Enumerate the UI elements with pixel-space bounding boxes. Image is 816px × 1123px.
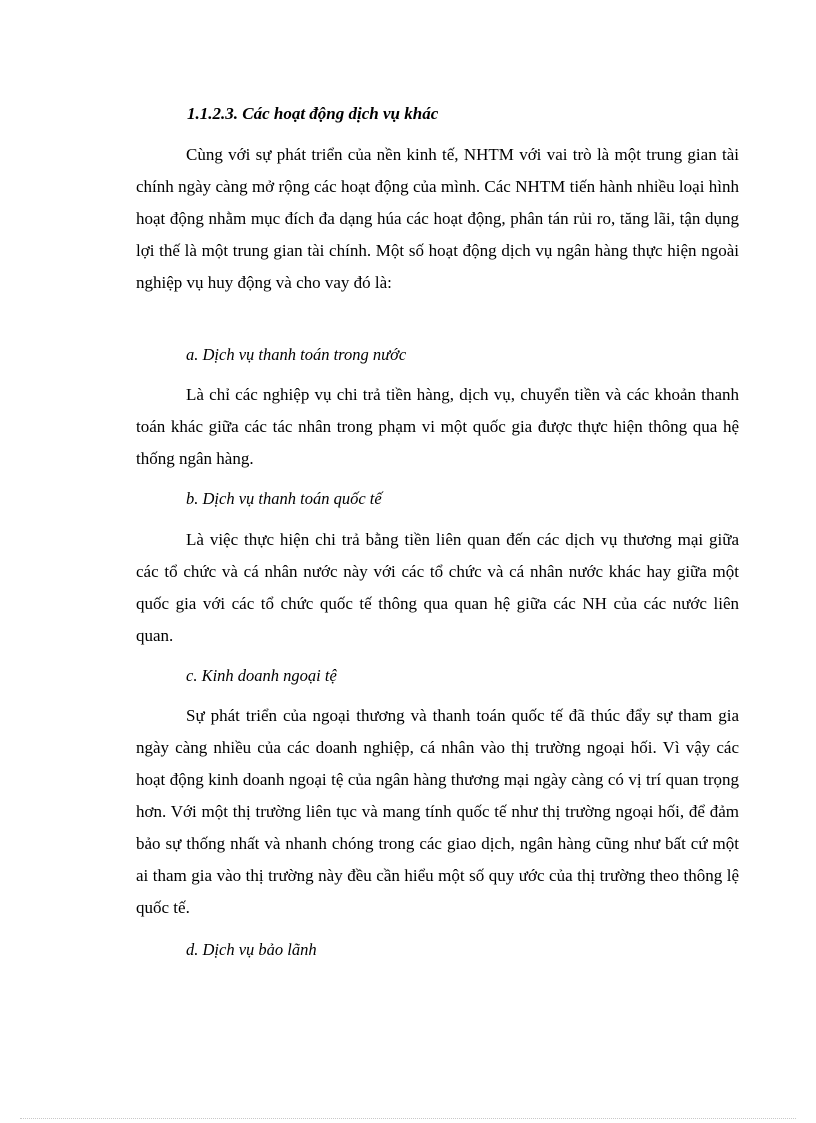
subsection-title-c: c. Kinh doanh ngoại tệ [186,666,337,685]
subsection-title-a: a. Dịch vụ thanh toán trong nước [186,345,407,364]
subsection-body-c: Sự phát triển của ngoại thương và thanh toán quốc tế đã thúc đẩy sự tham gia ngày càng nhiều của các doanh nghiệp, cá nhân vào thị trường ngoại hối. Vì vậy các hoạt động kinh doanh ngoại tệ của ngân hàng thương mại ngày càng có vị trí quan trọng hơn. Với một thị trường liên tục và mang tính quốc tế như thị trường ngoại hối, để đảm bảo sự thống nhất và nhanh chóng trong các giao dịch, ngân hàng cũng như bất cứ một ai tham gia vào thị trường này đều cần hiểu một số quy ước của thị trường theo thông lệ quốc tế. [136,706,739,917]
subsection-body-b: Là việc thực hiện chi trả bằng tiền liên quan đến các dịch vụ thương mại giữa các tổ chức và cá nhân nước này với các tổ chức và cá nhân nước khác hay giữa một quốc gia với các tổ chức quốc tế thông qua quan hệ giữa các NH của các nước liên quan. [136,530,739,645]
intro-paragraph: Cùng với sự phát triển của nền kinh tế, NHTM với vai trò là một trung gian tài chính ngày càng mở rộng các hoạt động của mình. Các NHTM tiến hành nhiều loại hình hoạt động nhằm mục đích đa dạng húa các hoạt động, phân tán rủi ro, tăng lãi, tận dụng lợi thế là một trung gian tài chính. Một số hoạt động dịch vụ ngân hàng thực hiện ngoài nghiệp vụ huy động và cho vay đó là: [136,145,739,292]
subsection-title-d: d. Dịch vụ bảo lãnh [186,940,317,959]
subsection-body-a: Là chỉ các nghiệp vụ chi trả tiền hàng, dịch vụ, chuyển tiền và các khoản thanh toán khác giữa các tác nhân trong phạm vi một quốc gia được thực hiện thông qua hệ thống ngân hàng. [136,385,739,468]
page-bottom-divider [20,1118,796,1119]
section-heading: 1.1.2.3. Các hoạt động dịch vụ khác [187,104,439,123]
subsection-title-b: b. Dịch vụ thanh toán quốc tế [186,489,382,508]
